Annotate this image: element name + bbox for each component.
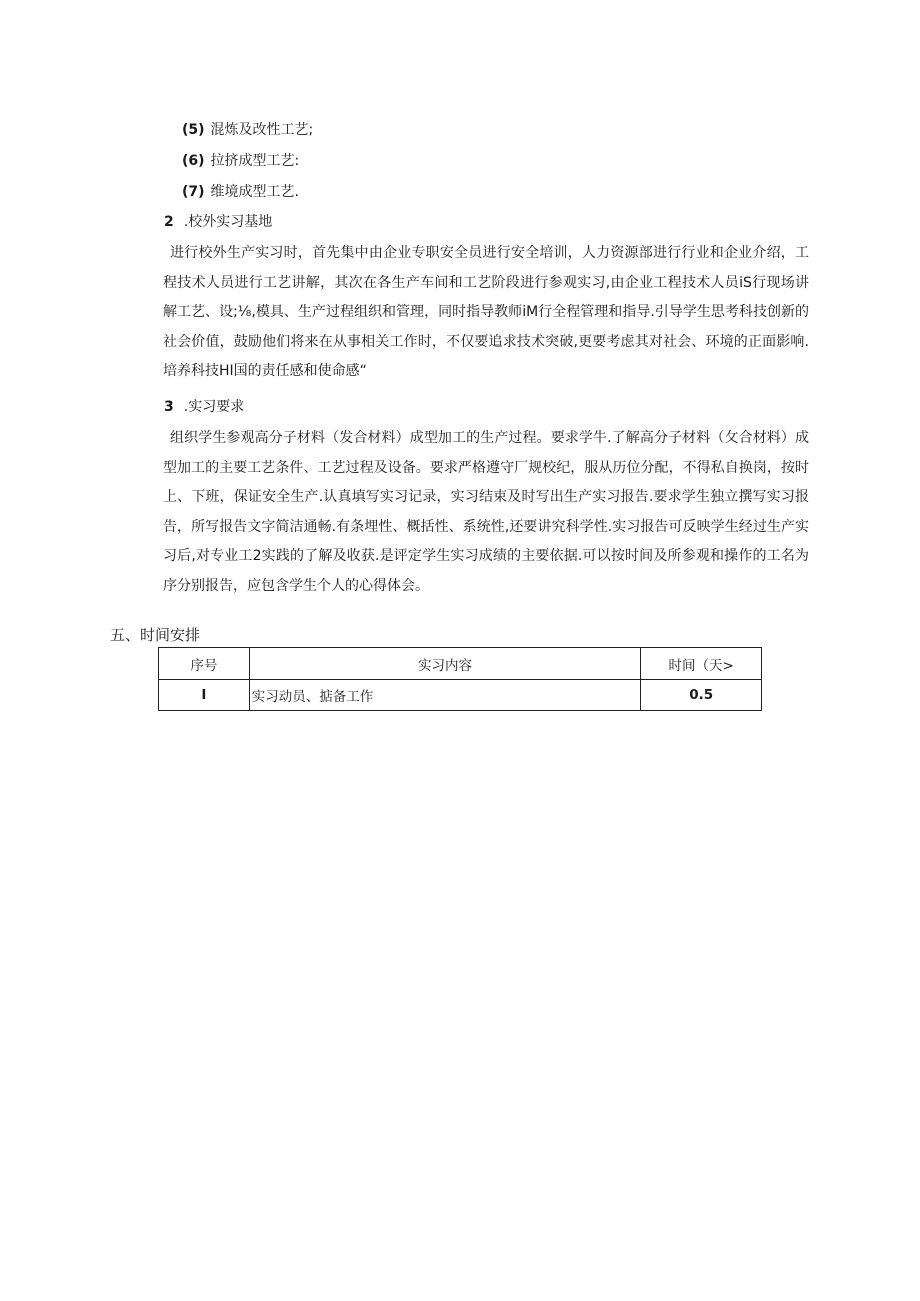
list-item-7 [182, 182, 299, 202]
list-item-text: 混炼及改性工艺; [210, 122, 314, 138]
table-header-row [159, 648, 762, 680]
list-item-6 [182, 151, 299, 171]
list-item-number: (6) [182, 153, 205, 169]
paragraph-offsite-base: 进行校外生产实习时，首先集中由企业专职安全员进行安全培训，人力资源部进行行业和企业介绍，工程技术人员进行工艺讲解，其次在各生产车间和工艺阶段进行参观实习,由企业工程技术人员iS行现场讲解工艺、设;⅛,模具、生产过程组织和管理，同时指导教师iM行全程管理和指导.引导学生思考科技创新的社会价值，鼓励他们将来在从事相关工作时，不仅要追求技术突破,更要考虑其对社会、环境的正面影响.培养科技HI国的责任感和使命感“ [163, 245, 809, 379]
cell-content: 实习动员、掂备工作 [249, 680, 641, 711]
header-time: 时间（天> [641, 648, 762, 680]
list-item-number: (5) [182, 122, 205, 138]
list-item-5 [182, 120, 313, 140]
list-item-number: (7) [182, 184, 205, 200]
list-item-text: 拉挤成型工艺: [210, 153, 300, 169]
section-heading-offsite-base [164, 212, 272, 232]
paragraph-requirements: 组织学生参观高分子材料（发合材料）成型加工的生产过程。要求学牛.了解高分子材料（攵合材料）成型加工的主要工艺条件、工艺过程及设备。要求严格遵守厂规校纪，服从历位分配，不得私自换岗，按时上、下班，保证安全生产.认真填写实习记录，实习结束及时写出生产实习报告.要求学生独立撰写实习报告，所写报告文字简洁通畅.有条埋性、概括性、系统性,还要讲究科学性.实习报告可反映学生经过生产实习后,对专业工2实践的了解及收获.是评定学生实习成绩的主要依据.可以按时间及所参观和操作的工名为序分别报告，应包含学生个人的心得体会。 [163, 430, 809, 594]
section-heading-requirements [164, 397, 244, 417]
list-item-text: 维境成型工艺. [210, 184, 299, 200]
cell-seq: I [159, 680, 250, 711]
header-content: 实习内容 [249, 648, 641, 680]
table-row [159, 680, 762, 711]
cell-time: 0.5 [641, 680, 762, 711]
section-number: 2 [164, 214, 174, 230]
header-seq: 序号 [159, 648, 250, 680]
schedule-title: 五、时间安排 [110, 626, 201, 644]
section-title: .校外实习基地 [183, 214, 273, 230]
schedule-table [158, 647, 762, 711]
section-title: .实习要求 [183, 399, 245, 415]
section-number: 3 [164, 399, 174, 415]
